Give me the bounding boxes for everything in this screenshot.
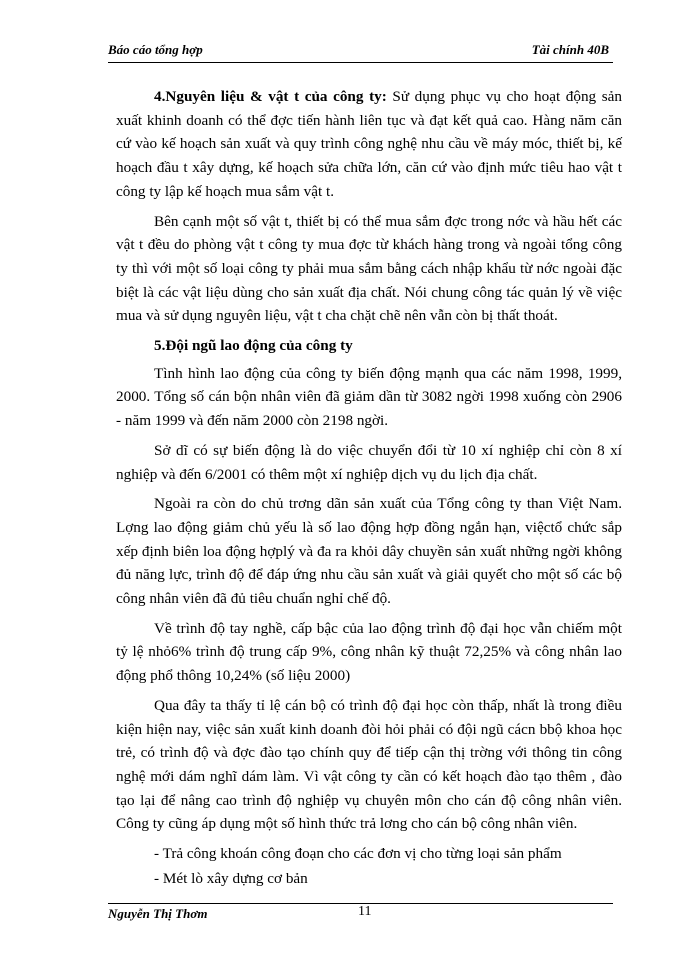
bullet-item-1: - Trả công khoán công đoạn cho các đơn vị cho từng loại sản phẩm xyxy=(154,845,562,863)
page-header xyxy=(108,38,613,63)
bullet-item-2: - Mét lò xây dựng cơ bản xyxy=(154,869,308,887)
section-5-paragraph-4: Về trình độ tay nghề, cấp bậc của lao động trình độ đại học vẫn chiếm một tỷ lệ nhỏ6% trình độ trung cấp 9%, công nhân kỹ thuật 72,25% và công nhân lao động phổ thông 10,24% (số liệu 2000) xyxy=(116,619,622,685)
header-report-title: Báo cáo tổng hợp xyxy=(108,42,203,57)
footer-author: Nguyễn Thị Thơm xyxy=(108,906,208,921)
section-5-paragraph-2: Sở dĩ có sự biến động là do việc chuyển đổi từ 10 xí nghiệp chỉ còn 8 xí nghiệp và đến 6/2001 có thêm một xí nghiệp dịch vụ du lịch địa chất. xyxy=(116,441,622,483)
section-4-title: 4.Nguyên liệu & vật t của công ty: xyxy=(154,88,387,105)
page-footer xyxy=(108,903,613,924)
section-5-title: 5.Đội ngũ lao động của công ty xyxy=(154,337,353,355)
section-5-paragraph-3: Ngoài ra còn do chủ trơng dãn sản xuất của Tổng công ty than Việt Nam. Lợng lao động giảm chủ yếu là số lao động hợp đồng ngắn hạn, việctổ chức sắp xếp định biên loa động hợplý và đa ra khỏi dây chuyền sản xuất những ngời không đủ năng lực, trình độ để đáp ứng nhu cầu sản xuất và giải quyết cho một số các bộ công nhân viên đã đủ tiêu chuẩn nghỉ chế độ. xyxy=(116,495,622,608)
section-4-text-1: Sử dụng phục vụ cho hoạt động sản xuất khinh doanh có thể đợc tiến hành liên tục và đạt kết quả cao. Hàng năm căn cứ vào kế hoạch sản xuất và quy trình công nghệ nhu cầu về máy móc, thiết bị, kế hoạch đầu t xây dựng, kế hoạch sửa chữa lớn, căn cứ vào định mức tiêu hao vật t công ty lập kế hoạch mua sắm vật t. xyxy=(116,88,622,200)
section-4-paragraph-2: Bên cạnh một số vật t, thiết bị có thể mua sắm đợc trong nớc và hầu hết các vật t đều do phòng vật t công ty mua đợc từ khách hàng trong và ngoài tổng công ty thì với một số loại công ty phải mua sắm bằng cách nhập khẩu từ nớc ngoài đặc biệt là các vật liệu dùng cho sản xuất địa chất. Nói chung công tác quản lý về việc mua và sử dụng nguyên liệu, vật t cha chặt chẽ nên vẫn còn bị thất thoát. xyxy=(116,212,622,325)
section-5-paragraph-5: Qua đây ta thấy tỉ lệ cán bộ có trình độ đại học còn thấp, nhất là trong điều kiện hiện nay, việc sản xuất kinh doanh đòi hỏi phải có đội ngũ cácn bbộ khoa học trẻ, có trình độ và đợc đào tạo chính quy để tiếp cận thị trờng với thông tin công nghệ mới dám nghĩ dám làm. Vì vật công ty cần có kết hoạch đào tạo thêm , đào tạo lại để nâng cao trình độ nghiệp vụ chuyên môn cho cán độ công nhân viên. Công ty cũng áp dụng một số hình thức trả lơng cho cán bộ công nhân viên. xyxy=(116,696,622,833)
page-number: 11 xyxy=(358,904,372,919)
document-body xyxy=(116,85,622,892)
section-5-paragraph-1: Tình hình lao động của công ty biến động mạnh qua các năm 1998, 1999, 2000. Tổng số cán bộn nhân viên đã giảm dần từ 3082 ngời 1998 xuống còn 2906 - năm 1999 và đến năm 2000 còn 2198 ngời. xyxy=(116,364,622,430)
header-class-label: Tài chính 40B xyxy=(531,42,609,57)
section-4-paragraph-1 xyxy=(116,85,622,204)
